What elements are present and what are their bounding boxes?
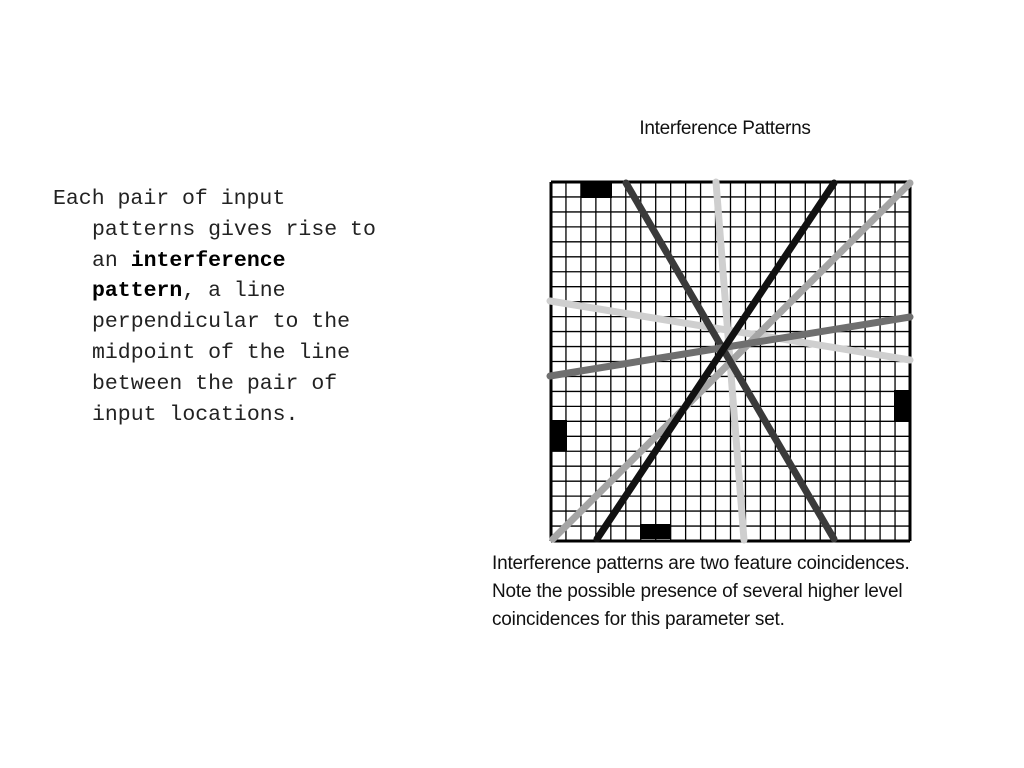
- caption-line-1: Interference patterns are two feature coincidences.: [492, 553, 910, 574]
- body-text-bold-term: interference pattern: [92, 248, 286, 304]
- input-marker-right: [894, 390, 909, 421]
- input-marker-left: [552, 420, 567, 451]
- caption-line-2: Note the possible presence of several higher level: [492, 581, 903, 602]
- figure-caption: [492, 550, 1012, 634]
- input-marker-top: [581, 183, 612, 198]
- caption-line-3: coincidences for this parameter set.: [492, 609, 785, 630]
- body-text-part1: Each pair of input patterns gives rise to an: [53, 187, 376, 273]
- input-marker-bottom: [640, 524, 671, 539]
- body-text-part2: , a line perpendicular to the midpoint of the line between the pair of input locations.: [92, 279, 351, 427]
- figure-title: Interference Patterns: [639, 118, 811, 139]
